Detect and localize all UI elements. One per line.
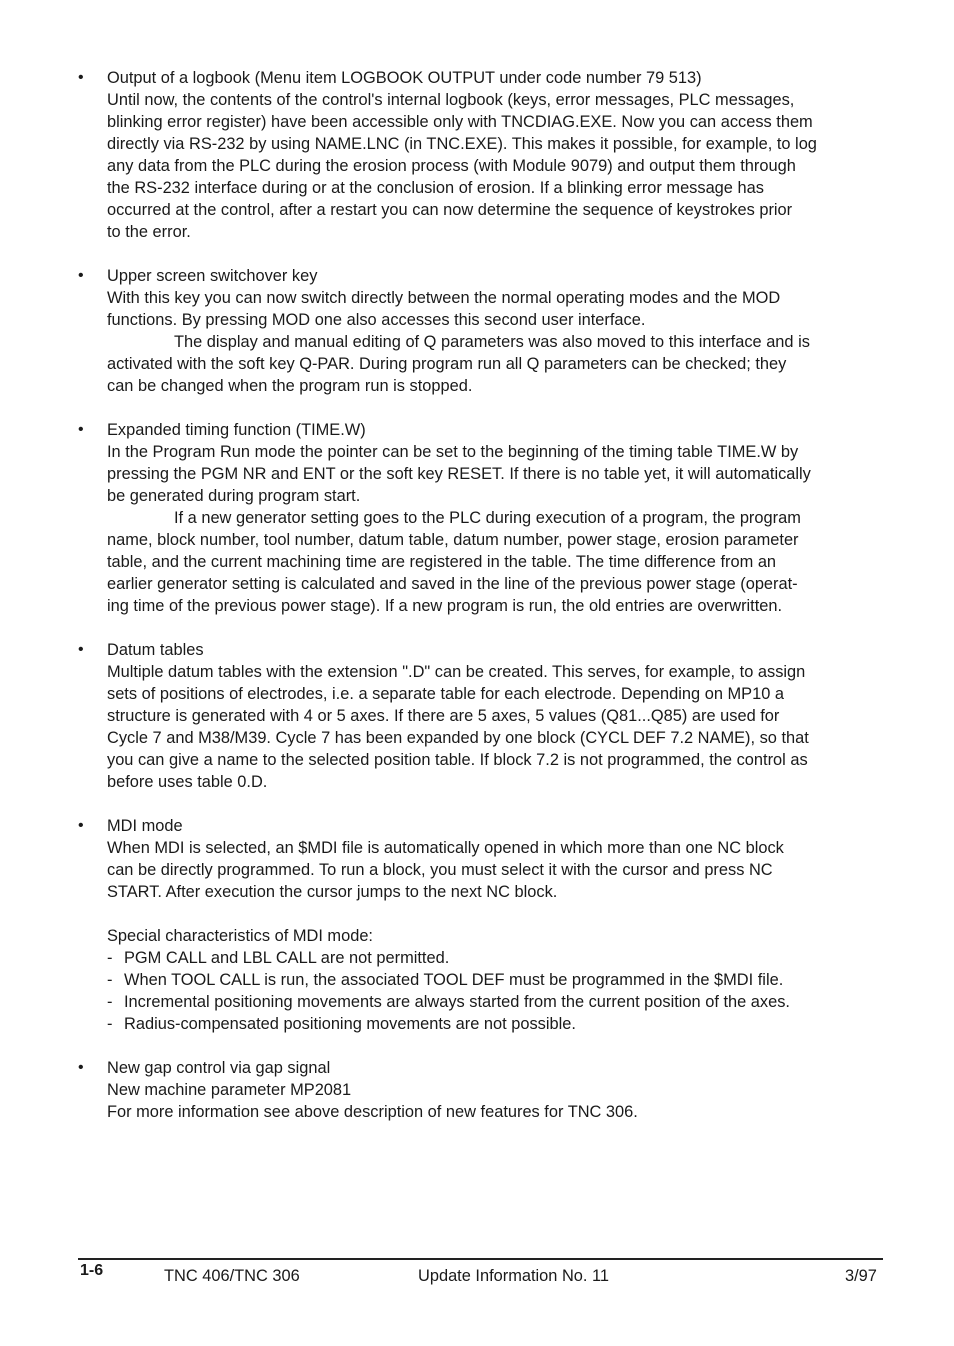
bullet-icon: • (78, 267, 84, 284)
item-heading: Datum tables (107, 641, 204, 659)
item-text: to the error. (107, 223, 191, 241)
item-text: Until now, the contents of the control's internal logbook (keys, error messages, PLC messages, (107, 91, 795, 109)
item-text: you can give a name to the selected position table. If block 7.2 is not programmed, the control as (107, 751, 808, 769)
item-text: before uses table 0.D. (107, 773, 268, 791)
dash-item-text: Radius-compensated positioning movements are not possible. (124, 1015, 576, 1033)
sub-heading: Special characteristics of MDI mode: (107, 927, 373, 945)
item-text: Cycle 7 and M38/M39. Cycle 7 has been expanded by one block (CYCL DEF 7.2 NAME), so that (107, 729, 809, 747)
bullet-icon: • (78, 641, 84, 658)
item-text: the RS-232 interface during or at the conclusion of erosion. If a blinking error message has (107, 179, 764, 197)
document-body (78, 67, 888, 1145)
item-text: activated with the soft key Q-PAR. During program run all Q parameters can be checked; they (107, 355, 787, 373)
dash-item (107, 991, 888, 1013)
item-text: any data from the PLC during the erosion process (with Module 9079) and output them through (107, 157, 796, 175)
item-text: sets of positions of electrodes, i.e. a separate table for each electrode. Depending on MP10 a (107, 685, 784, 703)
dash-item-text: Incremental positioning movements are always started from the current position of the axes. (124, 993, 790, 1011)
list-item (78, 67, 888, 243)
dash-item (107, 969, 888, 991)
item-text: New machine parameter MP2081 (107, 1081, 352, 1099)
list-item (78, 265, 888, 397)
item-text: functions. By pressing MOD one also accesses this second user interface. (107, 311, 646, 329)
dash-icon: - (107, 993, 113, 1011)
dash-item (107, 1013, 888, 1035)
item-text: be generated during program start. (107, 487, 361, 505)
item-text: START. After execution the cursor jumps to the next NC block. (107, 883, 558, 901)
item-heading: Output of a logbook (Menu item LOGBOOK OUTPUT under code number 79 513) (107, 69, 702, 87)
bullet-icon: • (78, 817, 84, 834)
footer-product: TNC 406/TNC 306 (164, 1267, 300, 1285)
item-text: can be changed when the program run is stopped. (107, 377, 473, 395)
item-text: structure is generated with 4 or 5 axes. If there are 5 axes, 5 values (Q81...Q85) are used for (107, 707, 780, 725)
dash-icon: - (107, 971, 113, 989)
item-text: Multiple datum tables with the extension ".D" can be created. This serves, for example, to assign (107, 663, 806, 681)
item-text: directly via RS-232 by using NAME.LNC (in TNC.EXE). This makes it possible, for example, to log (107, 135, 817, 153)
item-heading: New gap control via gap signal (107, 1059, 331, 1077)
bullet-icon: • (78, 421, 84, 438)
bullet-icon: • (78, 69, 84, 86)
list-item (78, 815, 888, 1035)
list-item (78, 1057, 888, 1123)
list-item (78, 639, 888, 793)
item-text: ing time of the previous power stage). If a new program is run, the old entries are overwritten. (107, 597, 783, 615)
bullet-icon: • (78, 1059, 84, 1076)
list-item (78, 419, 888, 617)
item-text: For more information see above description of new features for TNC 306. (107, 1103, 638, 1121)
dash-item-text: When TOOL CALL is run, the associated TOOL DEF must be programmed in the $MDI file. (124, 971, 784, 989)
item-text: blinking error register) have been accessible only with TNCDIAG.EXE. Now you can access them (107, 113, 813, 131)
item-text: occurred at the control, after a restart you can now determine the sequence of keystrokes prior (107, 201, 793, 219)
dash-icon: - (107, 1015, 113, 1033)
item-heading: Upper screen switchover key (107, 267, 318, 285)
page-number: 1-6 (80, 1262, 104, 1279)
item-text: The display and manual editing of Q parameters was also moved to this interface and is (174, 333, 810, 351)
item-text: earlier generator setting is calculated and saved in the line of the previous power stage (operat- (107, 575, 798, 593)
footer-date: 3/97 (845, 1267, 877, 1285)
item-text: In the Program Run mode the pointer can be set to the beginning of the timing table TIME.W by (107, 443, 799, 461)
footer-title: Update Information No. 11 (418, 1267, 610, 1285)
item-text: pressing the PGM NR and ENT or the soft key RESET. If there is no table yet, it will automatically (107, 465, 811, 483)
item-text: can be directly programmed. To run a block, you must select it with the cursor and press NC (107, 861, 773, 879)
item-heading: MDI mode (107, 817, 183, 835)
dash-item-text: PGM CALL and LBL CALL are not permitted. (124, 949, 450, 967)
dash-item (107, 947, 888, 969)
item-text: table, and the current machining time are registered in the table. The time difference from an (107, 553, 777, 571)
item-heading: Expanded timing function (TIME.W) (107, 421, 366, 439)
dash-icon: - (107, 949, 113, 967)
item-text: name, block number, tool number, datum table, datum number, power stage, erosion parameter (107, 531, 799, 549)
item-text: If a new generator setting goes to the PLC during execution of a program, the program (174, 509, 801, 527)
item-text: With this key you can now switch directly between the normal operating modes and the MOD (107, 289, 781, 307)
item-text: When MDI is selected, an $MDI file is automatically opened in which more than one NC block (107, 839, 784, 857)
footer-divider (78, 1258, 883, 1260)
